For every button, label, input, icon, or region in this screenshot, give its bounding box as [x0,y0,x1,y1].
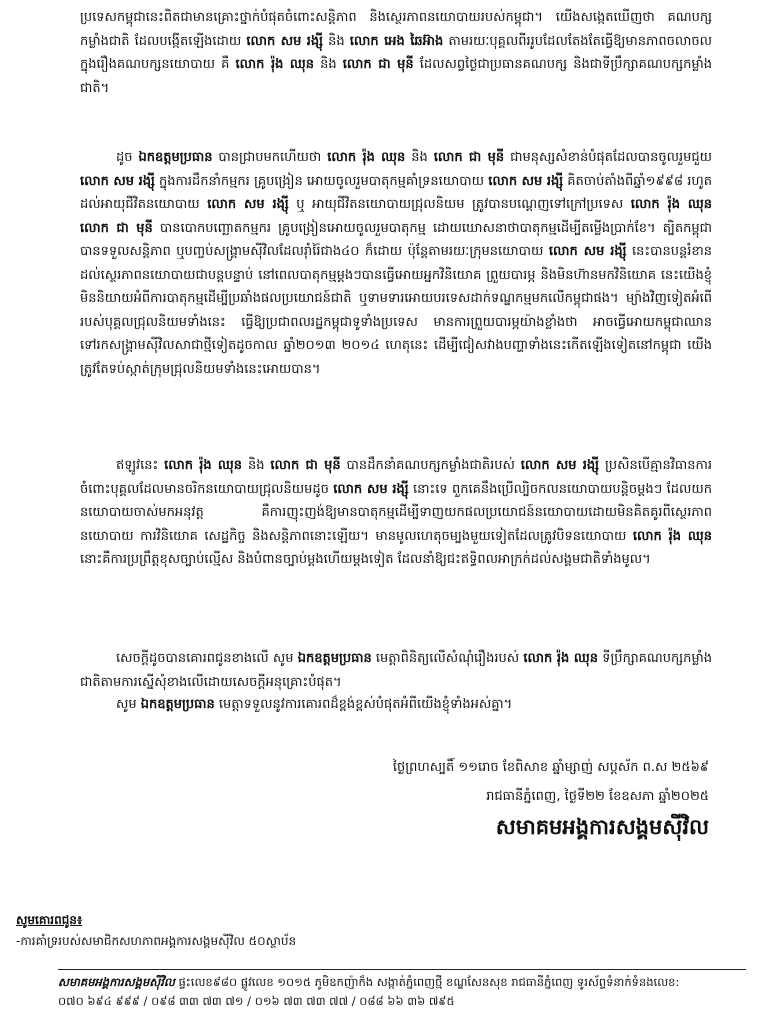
text-run: និង [323,33,350,49]
text-run: ឥឡូវនេះ [116,458,165,473]
text-run: នោះទេ ពួកគេនឹងប្រើល្បិចកលនយោបាយបន្តិចម្តងៗ ដែលយកនយោបាយចាស់មកអនុវត្ត គឺការញុះញង់ឱ្យមានបាតុកម្មដើម្បីទាញយកផលប្រយោជន៍នយោបាយដោយមិនគិតគូរពីស្ថេរភាពនយោបាយ ការវិនិយោគ សេដ្ឋកិច្ច និងសន្តិភាពនោះឡើយ។ មានមូលហេតុចម្បងមួយទៀតដែលត្រូវបិទនយោបាយ [80,481,712,544]
bold-name-run: លោក សម រង្ស៊ី [520,458,600,473]
text-run: បានបោកបញ្ឆោតកម្មករ គ្រូបង្រៀនអោយចូលរួមបាតុកម្ម ដោយឃោសនាថាបាតុកម្មដើម្បីតម្លើងប្រាក់ខែ។ ត្បិតកម្ពុជាបានទទួលសន្តិភាព ឬបញ្ចប់សង្គ្រាមស៊ីវិលដែលរ៉ាំរ៉ៃជាង៤០ ក៏ដោយ ប៉ុន្តែតាមរយៈក្រុមនយោបាយ [80,220,712,259]
text-run: មេត្តាទទួលនូវការគោរពដ៏ខ្ពង់ខ្ពស់បំផុតអំពីយើងខ្ញុំទាំងអស់គ្នា។ [214,697,513,712]
bold-name-run: លោក រ៉ុង ឈុន [327,150,406,165]
text-run: នោះគឺការប្រព្រឹត្តខុសច្បាប់ល្មើស និងបំពានច្បាប់ម្តងហើយម្តងទៀត ដែលនាំឱ្យជះឥទ្ធិពលអាក្រក់ដល់សង្គមជាតិទាំងមូល។ [80,552,651,567]
solar-date-line: រាជធានីភ្នំពេញ, ថ្ងៃទី២២ ខែឧសភា ឆ្នាំ២០២៥ [486,789,709,804]
paragraph-1 [80,6,712,100]
text-run: មេត្តាពិនិត្យលើសំណុំរឿងរបស់ [371,651,524,666]
bold-name-run: លោក សម រង្ស៊ី [80,173,155,189]
text-run: តាមរយៈបុគ្គលពីររូបដែលតែងតែធ្វើឱ្យមានភាពចលាចលក្នុងរឿងគណបក្សនយោបាយ គឺ [80,33,712,72]
text-run: និង [242,458,271,473]
bold-name-run: លោក រ៉ុង ឈុន [235,57,314,72]
paragraph-4 [80,647,712,694]
text-run: ឬ អាយុជីវិតនយោបាយជ្រុលនិយម ត្រូវបានបណ្តេញទៅក្រៅប្រទេស [288,197,631,212]
text-run: ប្រសិនបើគ្មានវិធានការចំពោះបុគ្គលដែលមានចរិកនយោបាយជ្រុលនិយមដូច [80,458,712,497]
bold-name-run: ឯកឧត្តមប្រធាន [138,150,213,165]
bold-name-run: លោក រ៉ុង ឈុន [523,651,598,666]
text-run: ដូច [116,150,139,165]
footer-phones: ០៧០ ៦៩៤ ៩៩៩ / ០៩៨ ៣៣ ៧៣ ៧១ / ០១៦ ៧៣ ៧៣ ៧៧ / ០៨៨ ៦៦ ៣៦ ៧៩៥ [58,994,455,1008]
text-run: ទីប្រឹក្សាគណបក្សកម្លាំងជាតិតាមការស្នើសុំខាងលើដោយសេចក្តីអនុគ្រោះបំផុត។ [80,651,713,690]
paragraph-2 [80,146,712,381]
bold-name-run: លោក ជា មុនី [342,57,414,72]
footer [58,973,748,1011]
bold-name-run: ឯកឧត្តមប្រធាន [297,651,372,666]
bold-name-run: លោក អេង ឆៃអ៊ាង [349,33,444,49]
paragraph-3 [80,454,712,572]
footer-divider [58,969,746,970]
bold-name-run: លោក ជា មុនី [270,458,341,473]
bold-name-run: លោក ជា មុនី [433,150,505,165]
text-run: ជាមនុស្សសំខាន់បំផុតដែលបានចូលរួមជួយ [504,150,712,165]
text-run: និង [314,57,343,72]
text-run: ប្រទេសកម្ពុជានេះពិតជាមានគ្រោះថ្នាក់បំផុតចំពោះសន្តិភាព និងស្ថេរភាពនយោបាយរបស់កម្ពុជា។ យើងសង្កេតឃើញថា គណបក្សកម្លាំងជាតិ ដែលបង្កើតឡើងដោយ [80,10,712,49]
lunar-date-line: ថ្ងៃព្រហស្បតិ៍ ១១រោច ខែពិសាខ ឆ្នាំម្សាញ់ សប្តស័ក ព.ស ២៥៦៩ [392,760,709,775]
bold-name-run: លោក សម រង្ស៊ី [548,244,627,259]
text-run: បានជ្រាបមកហើយថា [212,150,328,165]
text-run: ដែលសព្វថ្ងៃជាប្រធានគណបក្ស និងជាទីប្រឹក្សាគណបក្សកម្លាំងជាតិ។ [80,57,712,96]
text-run: បានដឹកនាំគណបក្សកម្លាំងជាតិរបស់ [340,458,521,473]
text-run: នេះបានបន្តរំខានដល់ស្ថេរភាពនយោបាយជាបន្តបន្ទាប់ នៅពេលបាតុកម្មម្តងៗបានធ្វើអោយអ្នកវិនិយោគ ព្រួយបារម្ភ និងមិនហ៊ានមកវិនិយោគ នេះយើងខ្ញុំមិននិយាយអំពីការបាតុកម្មដើម្បីប្រឆាំងផលប្រយោជន៍ជាតិ ឬទាមទារអោយបរទេសដាក់ទណ្ឌកម្មមកលើកម្ពុជាផង។ ម្យ៉ាងវិញទៀតអំពើរបស់បុគ្គលជ្រុលនិយមទាំងនេះ ធ្វើឱ្យប្រជាពលរដ្ឋកម្ពុជាទូទាំងប្រទេស មានការព្រួយបារម្ភយ៉ាងខ្លាំងថា អាចធ្វើអោយកម្ពុជាឈានទៅរកសង្គ្រាមស៊ីវិលសាជាថ្មីទៀតដូចកាល ឆ្នាំ២០១៣ ២០១៤ ហេតុនេះ ដើម្បីជៀសវាងបញ្ហាទាំងនេះកើតឡើងទៀតនៅកម្ពុជា យើងត្រូវតែទប់ស្កាត់ក្រុមជ្រុលនិយមទាំងនេះអោយបាន។ [80,244,712,377]
bold-name-run: លោក រ៉ុង ឈុន [632,528,712,544]
footer-org-name: សមាគមអង្គការសង្គមស៊ីវិល [58,975,175,989]
bold-name-run: លោក រ៉ុង ឈុន លោក ជា មុនី [80,197,713,236]
cc-item: -ការគាំទ្ររបស់សមាជិកសហភាពអង្គការសង្គមស៊ីវិល ៥០ស្ថាប័ន [16,934,297,948]
text-run: សេចក្តីដូចបានគោរពជូនខាងលើ សូម [116,651,298,666]
bold-name-run: ឯកឧត្តមប្រធាន [140,697,215,712]
bold-name-run: លោក សម រង្ស៊ី [207,197,289,212]
text-run: និង [405,150,434,165]
bold-name-run: លោក សម រង្ស៊ី [333,481,409,497]
bold-name-run: លោក រ៉ុង ឈុន [164,458,243,473]
cc-title: សូមគោរពជូន៖ [16,913,83,927]
paragraph-5-closing [80,693,712,717]
text-run: គិតចាប់តាំងពីឆ្នាំ១៩៩៨ រហូតដល់អាយុជីវិតនយោបាយ [80,173,712,212]
footer-address: ផ្ទះលេខ៩៨០ ផ្លូវលេខ ១០១៥ ភូមិឧកញ៉ាក៏ង សង្កាត់ភ្នំពេញថ្មី ខណ្ឌសែនសុខ រាជធានីភ្នំពេញ ទូរស័ព្ទទំនាក់ទំនងលេខ: [174,975,680,989]
signing-organization: សមាគមអង្គការសង្គមស៊ីវិល [495,814,709,839]
bold-name-run: លោក សម រង្ស៊ី [488,173,564,189]
text-run: សូម [116,697,141,712]
text-run: ក្នុងការដឹកនាំកម្មករ គ្រូបង្រៀន អោយចូលរួមបាតុកម្មគាំទ្រនយោបាយ [154,173,489,189]
bold-name-run: លោក សម រង្ស៊ី [246,33,324,49]
